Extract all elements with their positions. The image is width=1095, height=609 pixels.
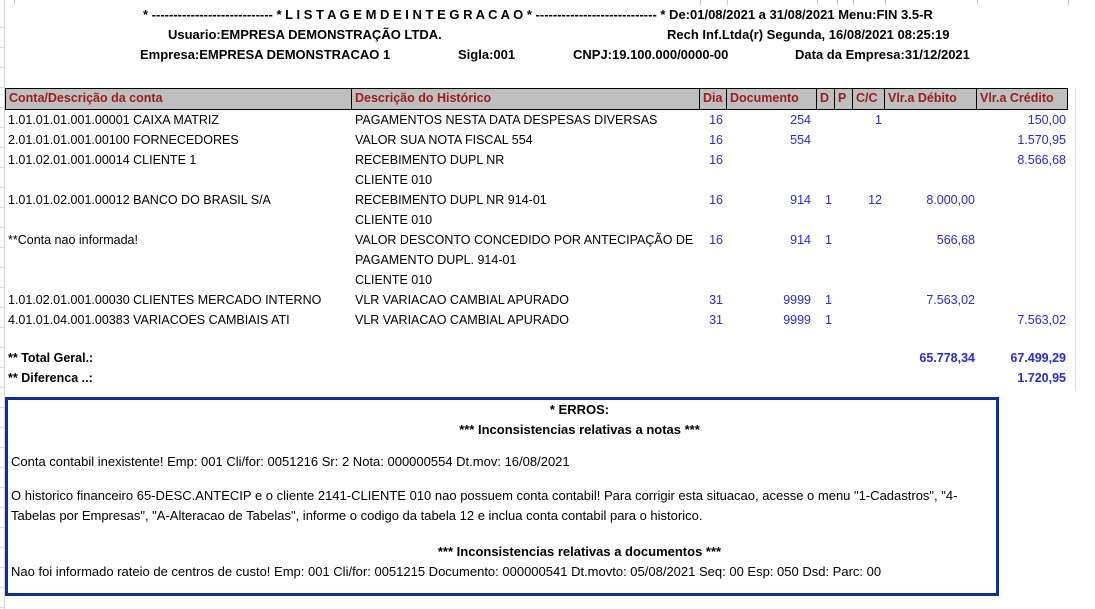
table-row: [5, 330, 1068, 348]
cell-conta: [5, 170, 352, 190]
cell-cc: [853, 368, 885, 388]
cell-cc: [853, 310, 885, 330]
cell-credito: [977, 250, 1068, 270]
table-row: [5, 348, 1068, 368]
cell-credito: [977, 290, 1068, 310]
col-header-dia: Dia: [700, 89, 727, 109]
gridline-tick: [837, 0, 838, 5]
cell-debito: [885, 368, 977, 388]
cell-documento: 554: [790, 133, 811, 147]
cell-p: [835, 210, 853, 230]
cell-dia: 31: [709, 313, 723, 327]
cell-debito: [885, 170, 977, 190]
gridline-tick: [977, 0, 978, 5]
cell-cc: 12: [868, 193, 882, 207]
table-row: [5, 270, 1068, 290]
cell-credito: [977, 230, 1068, 250]
cell-credito: 67.499,29: [1010, 351, 1066, 365]
cell-d: [817, 348, 835, 368]
cell-dia: 16: [709, 133, 723, 147]
cell-documento: [727, 170, 817, 190]
cell-credito: 7.563,02: [1017, 313, 1066, 327]
cell-debito: [885, 150, 977, 170]
col-header-p: P: [835, 89, 853, 109]
cell-historico: CLIENTE 010: [355, 173, 433, 187]
cell-conta: [5, 250, 352, 270]
cell-documento: 914: [790, 193, 811, 207]
table-row: [5, 310, 1068, 330]
cell-debito: 7.563,02: [926, 293, 975, 307]
cell-cc: [853, 130, 885, 150]
cell-dia: [700, 210, 727, 230]
cell-historico: [352, 330, 700, 348]
cell-historico: [352, 368, 700, 388]
cell-dia: 16: [709, 153, 723, 167]
cell-historico: CLIENTE 010: [355, 273, 433, 287]
cell-d: [817, 330, 835, 348]
errors-title: * ERROS:: [549, 402, 610, 417]
cell-documento: 9999: [783, 313, 811, 327]
cell-documento: [727, 250, 817, 270]
cell-historico: CLIENTE 010: [355, 213, 433, 227]
cell-cc: [853, 170, 885, 190]
cell-credito: [977, 270, 1068, 290]
system-datetime-label: Rech Inf.Ltda(r) Segunda, 16/08/2021 08:25:19: [667, 27, 950, 42]
cell-credito: [977, 190, 1068, 210]
col-header-d: D: [817, 89, 835, 109]
table-row: [5, 290, 1068, 310]
cell-dia: [700, 270, 727, 290]
gridline-tick: [700, 0, 701, 5]
cell-credito: 1.570,95: [1017, 133, 1066, 147]
cell-p: [835, 270, 853, 290]
cell-d: [817, 270, 835, 290]
cell-debito: [885, 250, 977, 270]
errors-box: [5, 397, 999, 596]
cell-p: [835, 330, 853, 348]
cell-d: [817, 210, 835, 230]
data-empresa-label: Data da Empresa:31/12/2021: [795, 47, 970, 62]
cell-debito: [885, 330, 977, 348]
cell-conta: ** Diferenca ..:: [8, 371, 93, 385]
cell-d: [817, 368, 835, 388]
cell-debito: 65.778,34: [919, 351, 975, 365]
col-header-cc: C/C: [853, 89, 885, 109]
cell-dia: [700, 250, 727, 270]
cell-dia: 16: [709, 193, 723, 207]
report-title-line: * ---------------------------- * L I S T A G E M D E I N T E G R A C A O * ---------------------------- * De:01/08/2021 a 31/08/2021 Menu:FIN 3.5-R: [143, 7, 933, 22]
gridline-tick: [853, 0, 854, 5]
cell-p: [835, 230, 853, 250]
table-row: [5, 250, 1068, 270]
cell-d: [817, 250, 835, 270]
cell-debito: [885, 110, 977, 130]
gridline-right: [1075, 88, 1076, 390]
cell-d: [817, 110, 835, 130]
col-header-vlr-credito: Vlr.a Crédito: [977, 89, 1068, 109]
cell-p: [835, 170, 853, 190]
cell-d: 1: [825, 313, 832, 327]
cell-cc: [853, 270, 885, 290]
cnpj-label: CNPJ:19.100.000/0000-00: [573, 47, 729, 62]
cell-dia: [700, 368, 727, 388]
table-body: [5, 110, 1068, 388]
cell-credito: [977, 210, 1068, 230]
cell-d: 1: [825, 193, 832, 207]
cell-documento: [727, 210, 817, 230]
cell-historico: VLR VARIACAO CAMBIAL APURADO: [355, 313, 569, 327]
cell-credito: 150,00: [1027, 113, 1066, 127]
cell-credito: 8.566,68: [1017, 153, 1066, 167]
cell-p: [835, 110, 853, 130]
table-row: [5, 170, 1068, 190]
cell-debito: [885, 310, 977, 330]
cell-historico: PAGAMENTOS NESTA DATA DESPESAS DIVERSAS: [355, 113, 658, 127]
cell-d: 1: [825, 233, 832, 247]
cell-conta: ** Total Geral.:: [8, 351, 94, 365]
table-row: [5, 230, 1068, 250]
col-header-historico: Descrição do Histórico: [352, 89, 700, 109]
cell-d: [817, 170, 835, 190]
cell-historico: VALOR SUA NOTA FISCAL 554: [355, 133, 533, 147]
cell-dia: [700, 330, 727, 348]
cell-conta: [5, 210, 352, 230]
error-historico-paragraph: O historico financeiro 65-DESC.ANTECIP e o cliente 2141-CLIENTE 010 nao possuem conta contabil! Para corrigir esta situacao, acesse o menu "1-Cadastros", "4-Tabelas por Empresas", "A-Alteracao de Tabelas", informe o codigo da tabela 12 e inclua conta contabil para o historico.: [11, 488, 958, 523]
cell-conta: 1.01.01.02.001.00012 BANCO DO BRASIL S/A: [8, 193, 271, 207]
table-header-row: [5, 88, 1068, 110]
empresa-label: Empresa:EMPRESA DEMONSTRACAO 1: [140, 47, 391, 62]
cell-cc: [853, 150, 885, 170]
cell-cc: [853, 290, 885, 310]
cell-cc: [853, 330, 885, 348]
sigla-label: Sigla:001: [458, 47, 516, 62]
cell-debito: [885, 210, 977, 230]
cell-credito: [977, 170, 1068, 190]
cell-historico: VALOR DESCONTO CONCEDIDO POR ANTECIPAÇÃO DE: [355, 233, 694, 247]
cell-cc: [853, 348, 885, 368]
gridline-tick: [885, 0, 886, 5]
cell-d: [817, 130, 835, 150]
gridline-tick: [727, 0, 728, 5]
integration-table: [5, 88, 1068, 388]
cell-historico: PAGAMENTO DUPL. 914-01: [355, 253, 517, 267]
gridline-tick: [1068, 0, 1069, 5]
table-row: [5, 190, 1068, 210]
cell-conta: 1.01.02.01.001.00014 CLIENTE 1: [8, 153, 197, 167]
cell-conta: 2.01.01.01.001.00100 FORNECEDORES: [8, 133, 239, 147]
cell-cc: [853, 210, 885, 230]
cell-historico: VLR VARIACAO CAMBIAL APURADO: [355, 293, 569, 307]
table-row: [5, 368, 1068, 388]
cell-documento: [727, 368, 817, 388]
cell-credito: [977, 330, 1068, 348]
cell-dia: [700, 170, 727, 190]
cell-documento: [727, 270, 817, 290]
cell-documento: [727, 150, 817, 170]
errors-section-notas: *** Inconsistencias relativas a notas ***: [459, 422, 700, 437]
cell-debito: [885, 270, 977, 290]
cell-cc: [853, 230, 885, 250]
cell-p: [835, 348, 853, 368]
cell-historico: [352, 348, 700, 368]
cell-conta: **Conta nao informada!: [8, 233, 138, 247]
cell-p: [835, 290, 853, 310]
usuario-label: Usuario:EMPRESA DEMONSTRAÇÃO LTDA.: [168, 27, 442, 42]
cell-p: [835, 368, 853, 388]
table-row: [5, 130, 1068, 150]
col-header-conta: Conta/Descrição da conta: [5, 89, 352, 109]
col-header-documento: Documento: [727, 89, 817, 109]
cell-conta: 1.01.01.01.001.00001 CAIXA MATRIZ: [8, 113, 220, 127]
cell-conta: 1.01.02.01.001.00030 CLIENTES MERCADO INTERNO: [8, 293, 322, 307]
table-row: [5, 210, 1068, 230]
error-documento-line: Nao foi informado rateio de centros de custo! Emp: 001 Cli/for: 0051215 Documento: 000000541 Dt.movto: 05/08/2021 Seq: 00 Esp: 050 Dsd: Parc: 00: [11, 564, 882, 579]
cell-credito: 1.720,95: [1017, 371, 1066, 385]
cell-p: [835, 130, 853, 150]
cell-documento: [727, 348, 817, 368]
errors-section-documentos: *** Inconsistencias relativas a documentos ***: [437, 544, 722, 559]
cell-dia: 16: [709, 233, 723, 247]
gridline-tick: [14, 0, 15, 5]
table-row: [5, 150, 1068, 170]
cell-cc: 1: [875, 113, 882, 127]
cell-conta: [5, 330, 352, 348]
cell-debito: [885, 130, 977, 150]
cell-debito: 8.000,00: [926, 193, 975, 207]
cell-p: [835, 150, 853, 170]
gridline-tick: [817, 0, 818, 5]
cell-documento: 9999: [783, 293, 811, 307]
cell-d: [817, 150, 835, 170]
cell-documento: 254: [790, 113, 811, 127]
cell-debito: 566,68: [936, 233, 975, 247]
cell-d: 1: [825, 293, 832, 307]
col-header-vlr-debito: Vlr.a Débito: [885, 89, 977, 109]
error-nota-line: Conta contabil inexistente! Emp: 001 Cli/for: 0051216 Sr: 2 Nota: 000000554 Dt.mov: 16/08/2021: [11, 454, 570, 469]
cell-p: [835, 190, 853, 210]
cell-conta: [5, 270, 352, 290]
cell-p: [835, 310, 853, 330]
cell-documento: [727, 330, 817, 348]
cell-historico: RECEBIMENTO DUPL NR: [355, 153, 505, 167]
cell-p: [835, 250, 853, 270]
cell-dia: 31: [709, 293, 723, 307]
cell-cc: [853, 250, 885, 270]
cell-conta: 4.01.01.04.001.00383 VARIACOES CAMBIAIS ATI: [8, 313, 290, 327]
cell-historico: RECEBIMENTO DUPL NR 914-01: [355, 193, 547, 207]
cell-documento: 914: [790, 233, 811, 247]
cell-dia: 16: [709, 113, 723, 127]
table-row: [5, 110, 1068, 130]
cell-dia: [700, 348, 727, 368]
